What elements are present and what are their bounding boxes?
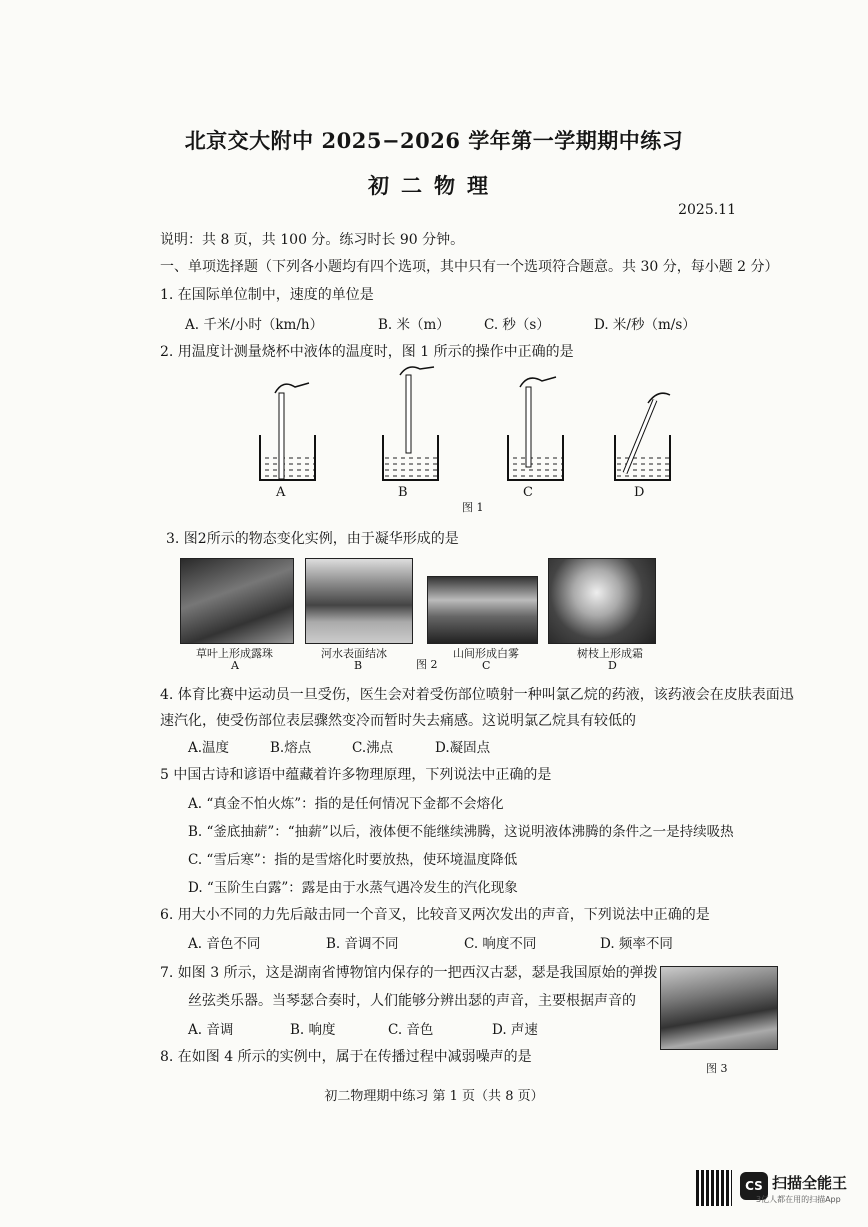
question-5-stem: 5 中国古诗和谚语中蕴藏着许多物理原理，下列说法中正确的是 xyxy=(160,767,552,783)
question-8-stem: 8. 在如图 4 所示的实例中，属于在传播过程中减弱噪声的是 xyxy=(160,1049,532,1065)
scanner-logo: CS xyxy=(740,1172,768,1200)
figure2-caption-a: 草叶上形成露珠 xyxy=(196,647,273,660)
photo-frost-on-branches xyxy=(548,558,656,644)
figure1-label-c: C xyxy=(523,485,533,500)
page-subtitle: 初二物理 xyxy=(368,173,500,198)
question-5-option-d: D. “玉阶生白露”：露是由于水蒸气遇冷发生的汽化现象 xyxy=(188,880,518,896)
beaker-a xyxy=(260,383,315,480)
figure1-label-d: D xyxy=(634,485,645,500)
question-5-option-c: C. “雪后寒”：指的是雪熔化时要放热，使环境温度降低 xyxy=(188,852,518,868)
question-7-line1: 7. 如图 3 所示，这是湖南省博物馆内保存的一把西汉古瑟，瑟是我国原始的弹拨 xyxy=(160,965,658,981)
figure2-caption: 图 2 xyxy=(416,658,438,671)
figure1-label-a: A xyxy=(276,485,286,500)
exam-date: 2025.11 xyxy=(678,202,736,218)
question-6-option-c: C. 响度不同 xyxy=(464,936,537,952)
question-5-option-a: A. “真金不怕火炼”：指的是任何情况下金都不会熔化 xyxy=(188,796,504,812)
section-heading: 一、单项选择题（下列各小题均有四个选项，其中只有一个选项符合题意。共 30 分，每小题 2 分） xyxy=(160,259,779,275)
beaker-c xyxy=(508,377,563,480)
question-7-option-b: B. 响度 xyxy=(290,1022,336,1038)
scanner-tagline: 3亿人都在用的扫描App xyxy=(756,1195,841,1204)
question-1-option-d: D. 米/秒（m/s） xyxy=(594,317,696,333)
beaker-b xyxy=(383,367,438,480)
figure1-caption: 图 1 xyxy=(462,501,484,514)
question-6-option-a: A. 音色不同 xyxy=(188,936,261,952)
thermometer-figure xyxy=(240,365,680,515)
figure2-caption-c: 山间形成白雾 xyxy=(453,647,519,660)
question-4-line1: 4. 体育比赛中运动员一旦受伤，医生会对着受伤部位喷射一种叫氯乙烷的药液，该药液会在皮肤表面迅 xyxy=(160,687,794,703)
page-footer: 初二物理期中练习 第 1 页（共 8 页） xyxy=(324,1089,544,1104)
figure2-letter-c: C xyxy=(482,659,491,672)
figure2-letter-b: B xyxy=(354,659,363,672)
instructions: 说明：共 8 页，共 100 分。练习时长 90 分钟。 xyxy=(160,232,465,248)
question-4-option-a: A.温度 xyxy=(188,740,230,756)
beaker-d xyxy=(615,393,670,480)
question-4-option-b: B.熔点 xyxy=(270,740,312,756)
photo-ice-on-river xyxy=(305,558,413,644)
photo-dew-on-grass xyxy=(180,558,294,644)
question-4-option-d: D.凝固点 xyxy=(435,740,491,756)
question-5-option-b: B. “釜底抽薪”：“抽薪”以后，液体便不能继续沸腾，这说明液体沸腾的条件之一是持续吸热 xyxy=(188,824,734,840)
question-4-option-c: C.沸点 xyxy=(352,740,394,756)
figure3-caption: 图 3 xyxy=(706,1062,728,1075)
question-6-option-d: D. 频率不同 xyxy=(600,936,673,952)
question-4-line2: 速汽化，使受伤部位表层骤然变冷而暂时失去痛感。这说明氯乙烷具有较低的 xyxy=(160,713,636,729)
question-7-line2: 丝弦类乐器。当琴瑟合奏时，人们能够分辨出瑟的声音，主要根据声音的 xyxy=(188,993,636,1009)
question-7-option-d: D. 声速 xyxy=(492,1022,538,1038)
photo-mist-in-mountains xyxy=(427,576,538,644)
figure1-label-b: B xyxy=(398,485,408,500)
question-7-option-a: A. 音调 xyxy=(188,1022,234,1038)
question-3-stem: 3. 图2所示的物态变化实例，由于凝华形成的是 xyxy=(166,531,459,547)
question-1-option-c: C. 秒（s） xyxy=(484,317,550,333)
question-1-option-a: A. 千米/小时（km/h） xyxy=(185,317,324,333)
figure2-caption-d: 树枝上形成霜 xyxy=(577,647,643,660)
figure2-letter-a: A xyxy=(231,659,239,672)
page-title: 北京交大附中 2025−2026 学年第一学期期中练习 xyxy=(184,128,684,153)
question-7-option-c: C. 音色 xyxy=(388,1022,434,1038)
figure2-letter-d: D xyxy=(608,659,617,672)
question-6-stem: 6. 用大小不同的力先后敲击同一个音叉，比较音叉两次发出的声音，下列说法中正确的是 xyxy=(160,907,710,923)
photo-ancient-se-instrument xyxy=(660,966,778,1050)
question-1-stem: 1. 在国际单位制中，速度的单位是 xyxy=(160,287,374,303)
scanner-brand: 扫描全能王 xyxy=(772,1174,848,1192)
qr-code-icon xyxy=(696,1170,732,1206)
question-2-stem: 2. 用温度计测量烧杯中液体的温度时，图 1 所示的操作中正确的是 xyxy=(160,344,574,360)
question-1-option-b: B. 米（m） xyxy=(378,317,450,333)
question-6-option-b: B. 音调不同 xyxy=(326,936,399,952)
figure2-caption-b: 河水表面结冰 xyxy=(321,647,387,660)
